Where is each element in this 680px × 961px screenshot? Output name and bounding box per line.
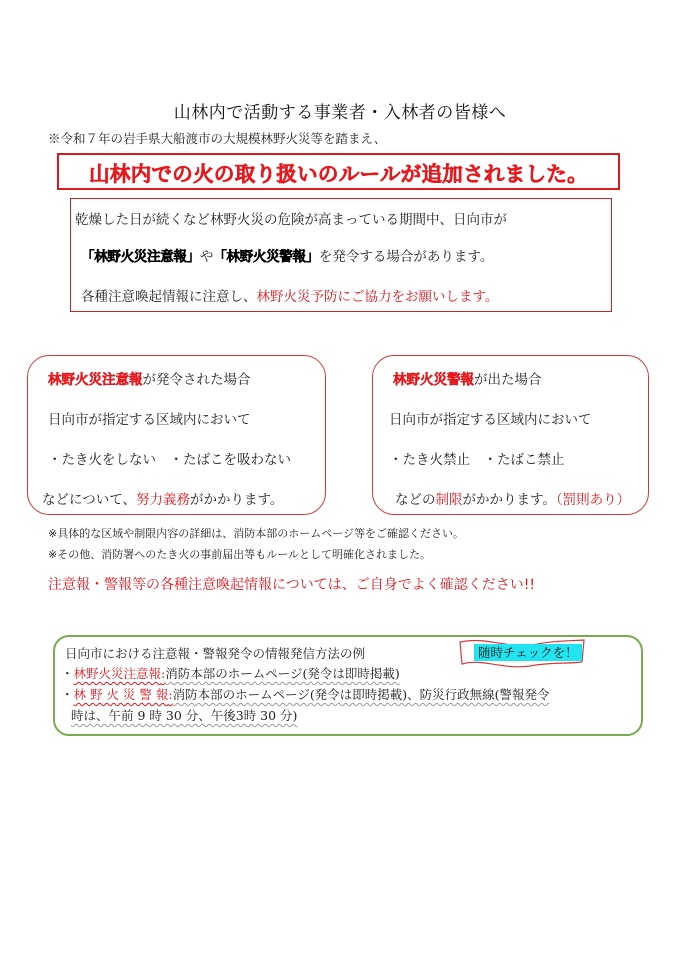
- info-box: [70, 198, 612, 312]
- advisory-box: [27, 355, 326, 515]
- warning-box: [372, 355, 649, 515]
- warning-line-3: ・たき火禁止 ・たばこ禁止: [389, 452, 565, 468]
- headline: 山林内での火の取り扱いのルールが追加されました。: [89, 161, 588, 186]
- advisory-colon: :: [161, 666, 166, 681]
- channels-item-advisory: [61, 664, 400, 682]
- intro-note: ※令和７年の岩手県大船渡市の大規模林野火災等を踏まえ、: [48, 131, 387, 146]
- info-line-3-prefix: 各種注意喚起情報に注意し、: [81, 289, 257, 305]
- warning-line-4-suffix: がかかります。: [462, 492, 556, 508]
- advisory-term: 「林野火災注意報」: [81, 249, 200, 265]
- warning-colon: :: [168, 687, 173, 702]
- info-line-3: [81, 285, 498, 305]
- warning-channel-text-cont: 時は、午前 9 時 30 分、午後3時 30 分): [71, 708, 298, 723]
- warning-restriction: 制限: [435, 492, 463, 508]
- warning-channel-text: 消防本部のホームページ(発令は即時掲載)、防災行政無線(警報発令: [172, 687, 550, 702]
- warning-line-4: [395, 488, 630, 508]
- advisory-heading: [48, 368, 251, 388]
- warning-heading: [393, 368, 542, 388]
- advisory-effort-obligation: 努力義務: [135, 492, 190, 508]
- warning-heading-red: 林野火災警報: [393, 372, 474, 388]
- note-1: ※具体的な区域や制限内容の詳細は、消防本部のホームページ等をご確認ください。: [48, 527, 464, 540]
- warning-line-2: 日向市が指定する区域内において: [389, 412, 592, 428]
- channels-item-warning: [61, 685, 550, 703]
- advisory-line-4-suffix: がかかります。: [189, 492, 284, 508]
- advisory-heading-rest: が発令された場合: [142, 372, 251, 388]
- channels-heading: 日向市における注意報・警報発令の情報発信方法の例: [65, 646, 366, 661]
- check-anytime-banner: [458, 638, 586, 668]
- warning-term: 「林野火災警報」: [213, 249, 319, 265]
- confirm-callout: 注意報・警報等の各種注意喚起情報については、ご自身でよく確認ください!!: [48, 577, 535, 593]
- bullet: ・: [61, 687, 74, 702]
- warning-line-4-prefix: などの: [395, 492, 436, 508]
- advisory-line-4-prefix: などについて、: [42, 492, 136, 508]
- advisory-line-2: 日向市が指定する区域内において: [48, 412, 251, 428]
- headline-box: [57, 153, 620, 190]
- page-title: 山林内で活動する事業者・入林者の皆様へ: [173, 103, 507, 123]
- info-line-2-rest: を発令する場合があります。: [318, 249, 494, 265]
- advisory-heading-red: 林野火災注意報: [48, 372, 143, 388]
- warning-penalty: （罰則あり）: [555, 492, 631, 508]
- check-anytime-label: 随時チェックを！: [474, 644, 582, 661]
- info-line-3-red: 林野火災予防にご協力をお願いします。: [256, 289, 499, 305]
- advisory-label: 林野火災注意報: [73, 666, 162, 681]
- advisory-line-4: [42, 488, 283, 508]
- note-2: ※その他、消防署へのたき火の事前届出等もルールとして明確化されました。: [48, 548, 431, 561]
- bullet: ・: [61, 666, 74, 681]
- advisory-channel-text: 消防本部のホームページ(発令は即時掲載): [165, 666, 400, 681]
- info-line-2-mid: や: [199, 249, 214, 265]
- advisory-line-3: ・たき火をしない ・たばこを吸わない: [48, 452, 291, 468]
- warning-heading-rest: が出た場合: [474, 372, 542, 388]
- warning-label: 林 野 火 災 警 報: [73, 687, 169, 702]
- info-line-1: 乾燥した日が続くなど林野火災の危険が高まっている期間中、日向市が: [75, 212, 507, 228]
- info-line-2: [81, 245, 493, 265]
